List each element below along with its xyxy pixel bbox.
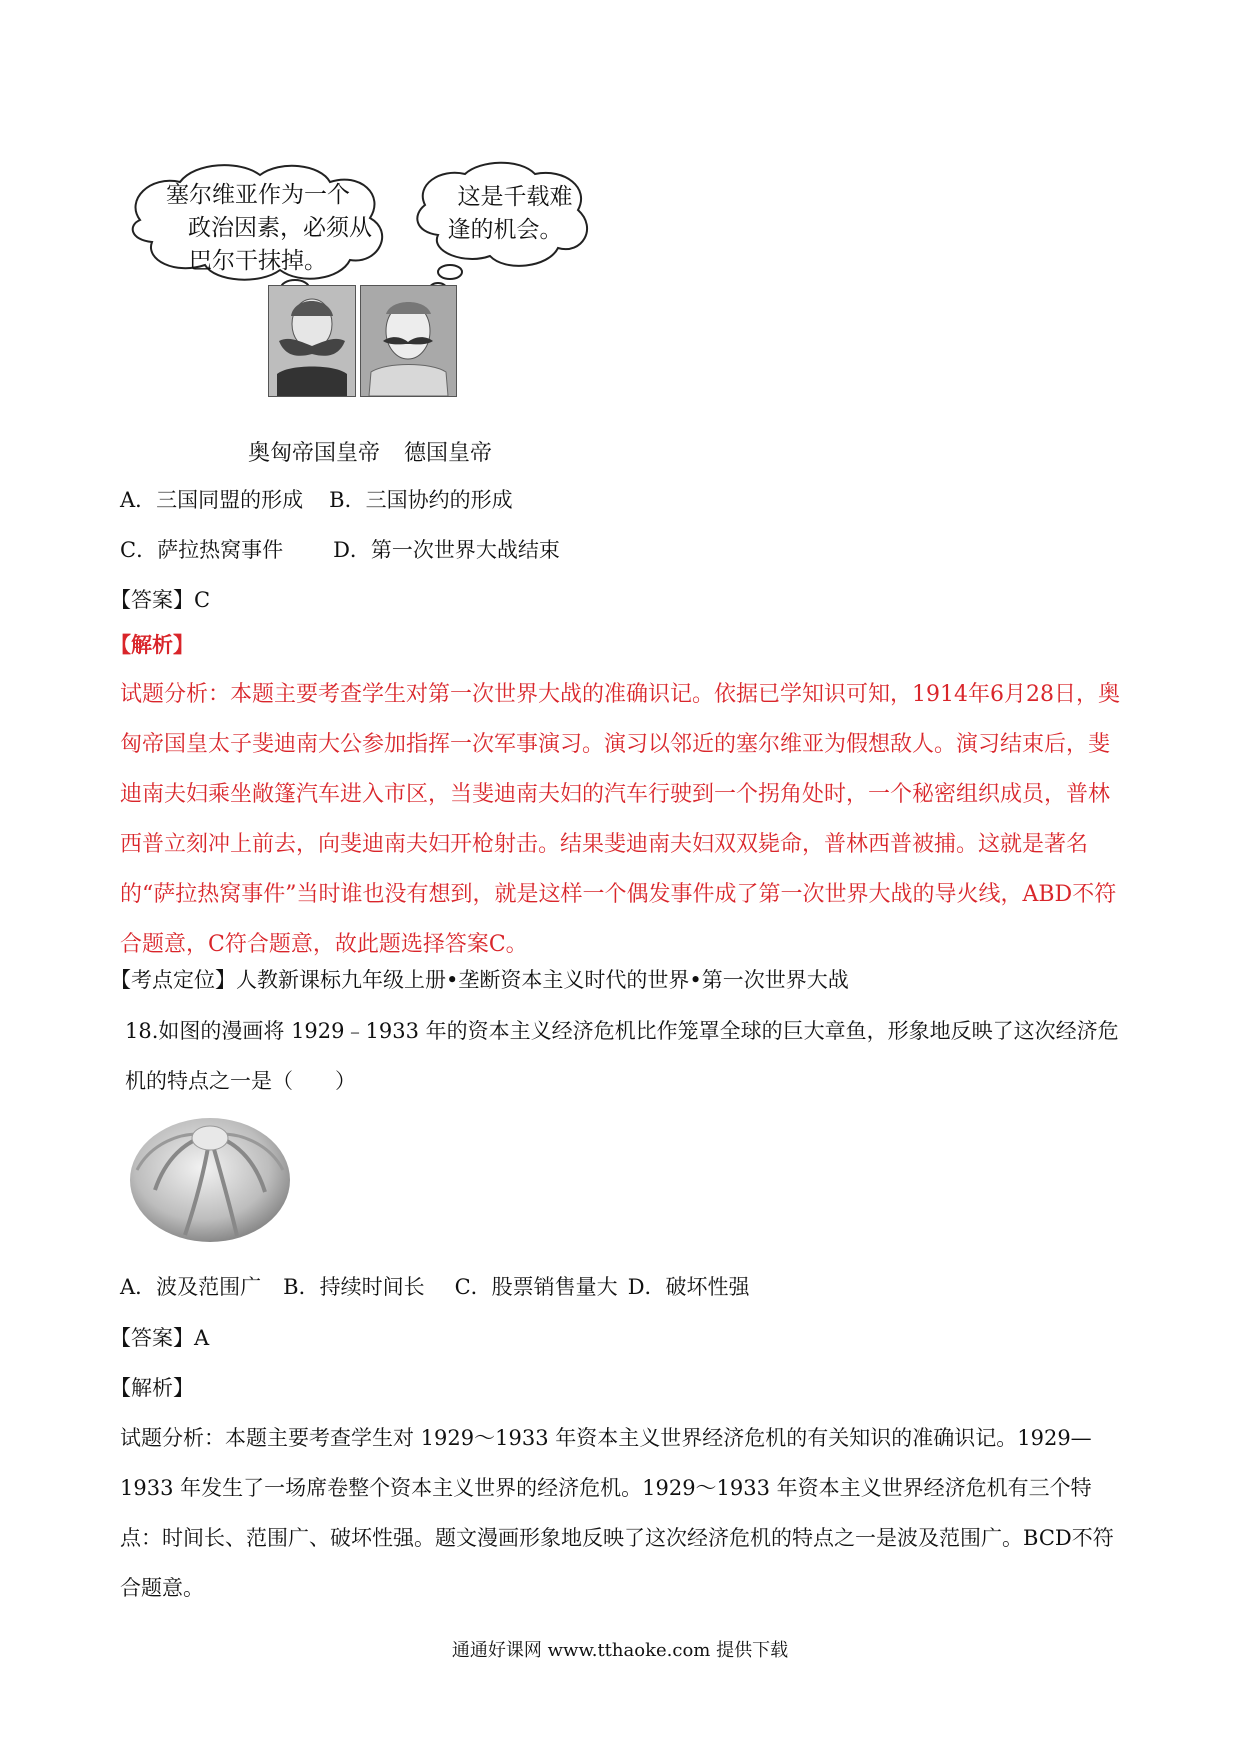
octopus-globe-icon [125, 1110, 295, 1250]
bearded-emperor-portrait-icon [268, 285, 356, 397]
page-footer: 通通好课网 www.tthaoke.com 提供下载 [451, 1640, 789, 1661]
caption-german-emperor: 德国皇帝 [404, 441, 493, 466]
q18-stem-line-1: 18.如图的漫画将 1929﹣1933 年的资本主义经济危机比作笼罩全球的巨大章鱼，形象地反映了这次经济危 [125, 1019, 1119, 1043]
q17-analysis-label: 【解析】 [110, 632, 194, 657]
q17-answer-label: 【答案】 [110, 588, 194, 612]
q17-analysis-text: 试题分析：本题主要考查学生对第一次世界大战的准确识记。依据已学知识可知，1914年6月28日，奥匈帝国皇太子斐迪南大公参加指挥一次军事演习。演习以邻近的塞尔维亚为假想敌人。演习结束后，斐迪南夫妇乘坐敞篷汽车进入市区，当斐迪南夫妇的汽车行驶到一个拐角处时，一个秘密组织成员，普林西普立刻冲上前去，向斐迪南夫妇开枪射击。结果斐迪南夫妇双双毙命，普林西普被捕。这就是著名的“萨拉热窝事件”当时谁也没有想到，就是这样一个偶发事件成了第一次世界大战的导火线，ABD不符合题意，C符合题意，故此题选择答案C。 [120, 682, 1120, 957]
q17-answer-value: C [194, 588, 211, 612]
caption-austro-hungarian-emperor: 奥匈帝国皇帝 [248, 441, 381, 466]
q18-answer-label: 【答案】 [110, 1326, 194, 1350]
q18-option-b: B．持续时间长 [283, 1275, 425, 1299]
q17-options-row-1 [120, 485, 513, 515]
q18-analysis-text: 试题分析：本题主要考查学生对 1929～1933 年资本主义世界经济危机的有关知识的准确识记。1929—1933 年发生了一场席卷整个资本主义世界的经济危机。1929～1933 年资本主义世界经济危机有三个特点：时间长、范围广、破坏性强。题文漫画形象地反映了这次经济危机的特点之一是波及范围广。BCD不符合题意。 [120, 1426, 1114, 1600]
mustached-kaiser-portrait-icon [360, 285, 457, 397]
bubble-right-line-2: 逢的机会。 [447, 217, 563, 243]
cartoon-emperors [120, 160, 620, 470]
bubble-right-line-1: 这是千载难 [457, 184, 573, 210]
q18-option-d: D．破坏性强 [627, 1275, 750, 1299]
bubble-left-text [148, 176, 372, 275]
q18-analysis-label: 【解析】 [110, 1376, 194, 1400]
q17-option-a: A．三国同盟的形成 [120, 488, 304, 512]
q17-options-row-2 [120, 535, 560, 565]
q17-location: 【考点定位】人教新课标九年级上册•垄断资本主义时代的世界•第一次世界大战 [110, 968, 849, 992]
bubble-left-line-3: 巴尔干抹掉。 [189, 248, 327, 274]
q17-option-d: D．第一次世界大战结束 [333, 538, 560, 562]
q17-answer [110, 585, 210, 615]
q18-option-a: A．波及范围广 [120, 1275, 262, 1299]
q18-options-row [120, 1272, 750, 1302]
bubble-left-line-1: 塞尔维亚作为一个 [166, 182, 350, 208]
q17-option-b: B．三国协约的形成 [329, 488, 513, 512]
q18-answer [110, 1323, 209, 1353]
q17-option-c: C．萨拉热窝事件 [120, 538, 284, 562]
bubble-left-line-2: 政治因素，必须从 [188, 215, 372, 241]
bubble-right-text [430, 178, 580, 244]
q18-option-c: C．股票销售量大 [454, 1275, 618, 1299]
q18-stem-line-2: 机的特点之一是（ ） [125, 1069, 356, 1093]
q18-answer-value: A [194, 1326, 210, 1350]
